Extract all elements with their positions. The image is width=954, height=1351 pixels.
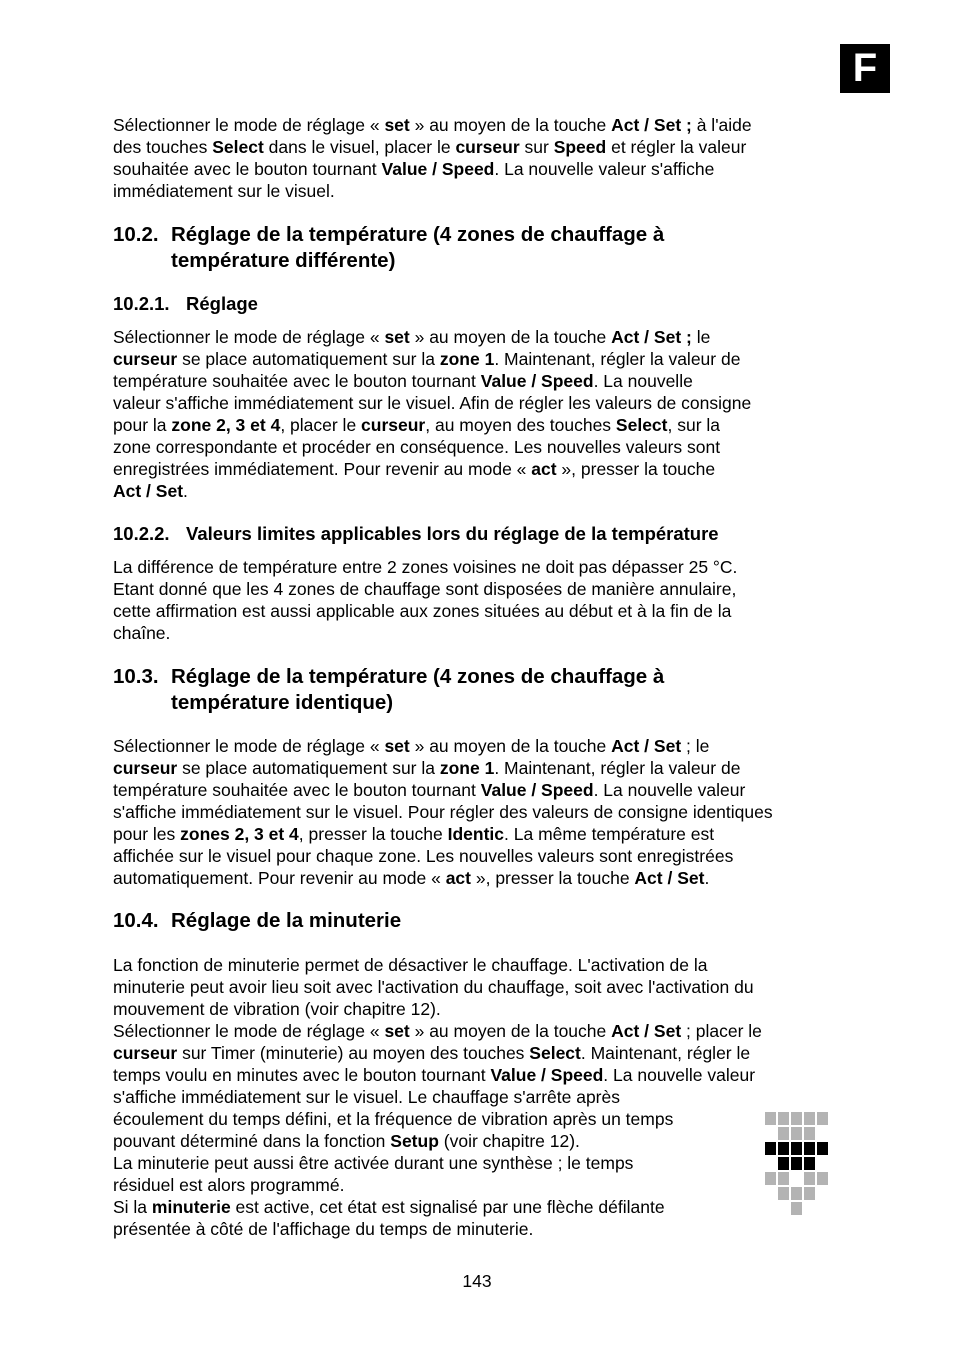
arrow-pixel xyxy=(791,1187,802,1200)
text-run: écoulement du temps défini, et la fréquence de vibration après un temps xyxy=(113,1109,674,1129)
text-run: température souhaitée avec le bouton tournant xyxy=(113,371,481,391)
text-run: pouvant déterminé dans la fonction xyxy=(113,1131,391,1151)
heading-number: 10.3. xyxy=(113,665,159,688)
text-line xyxy=(113,823,773,845)
bold-term: act xyxy=(445,868,471,888)
section-tab-f: F xyxy=(840,44,890,93)
heading-number: 10.2. xyxy=(113,223,159,246)
bold-term: zone 1 xyxy=(439,758,495,778)
heading-title: Valeurs limites applicables lors du réglage de la température xyxy=(186,523,719,544)
text-run: . Maintenant, régler la valeur de xyxy=(494,349,741,369)
text-run: Si la xyxy=(113,1197,152,1217)
text-run: se place automatiquement sur la xyxy=(177,349,440,369)
arrow-pixel xyxy=(778,1112,789,1125)
text-run: Sélectionner le mode de réglage « xyxy=(113,327,385,347)
text-run: . xyxy=(704,868,710,888)
text-line xyxy=(113,622,737,644)
text-run: ; le xyxy=(681,736,710,756)
text-line xyxy=(113,998,762,1020)
heading-10-2-2 xyxy=(113,522,719,546)
text-run: . Maintenant, régler la valeur de xyxy=(494,758,741,778)
bold-term: set xyxy=(384,115,410,135)
heading-10-2-1 xyxy=(113,292,258,316)
arrow-pixel xyxy=(765,1112,776,1125)
text-line xyxy=(113,735,773,757)
text-run: minuterie peut avoir lieu soit avec l'activation du chauffage, soit avec l'activation du xyxy=(113,977,754,997)
text-run: chaîne. xyxy=(113,623,171,643)
text-run: . xyxy=(183,481,188,501)
text-line xyxy=(113,1218,762,1240)
text-run: temps voulu en minutes avec le bouton tournant xyxy=(113,1065,491,1085)
text-run: , au moyen des touches xyxy=(425,415,616,435)
text-line xyxy=(113,414,751,436)
text-run: La minuterie peut aussi être activée durant une synthèse ; le temps xyxy=(113,1153,634,1173)
bold-term: act xyxy=(531,459,557,479)
text-run: . La nouvelle valeur xyxy=(593,780,746,800)
bold-term: zones 2, 3 et 4 xyxy=(180,824,299,844)
bold-term: Act / Set xyxy=(611,1021,682,1041)
arrow-pixel xyxy=(791,1127,802,1140)
text-run: s'affiche immédiatement sur le visuel. Pour régler des valeurs de consigne identiques xyxy=(113,802,773,822)
text-run: s'affiche immédiatement sur le visuel. Le chauffage s'arrête après xyxy=(113,1087,620,1107)
arrow-pixel xyxy=(778,1157,789,1170)
text-line xyxy=(113,578,737,600)
page-number: 143 xyxy=(462,1271,492,1291)
paragraph-timer xyxy=(113,954,762,1240)
bold-term: curseur xyxy=(455,137,520,157)
arrow-pixel xyxy=(817,1112,828,1125)
text-run: est active, cet état est signalisé par une flèche défilante xyxy=(230,1197,665,1217)
text-run: température souhaitée avec le bouton tournant xyxy=(113,780,481,800)
bold-term: Act / Set xyxy=(634,868,705,888)
bold-term: Value / Speed xyxy=(490,1065,604,1085)
text-line xyxy=(113,779,773,801)
text-run: présentée à côté de l'affichage du temps de minuterie. xyxy=(113,1219,534,1239)
text-line xyxy=(113,480,751,502)
text-run: . Maintenant, régler le xyxy=(580,1043,751,1063)
paragraph-identical-temperature xyxy=(113,735,773,889)
text-run: » au moyen de la touche xyxy=(409,736,612,756)
arrow-pixel xyxy=(791,1202,802,1215)
text-line xyxy=(113,136,752,158)
text-run: Etant donné que les 4 zones de chauffage sont disposées de manière annulaire, xyxy=(113,579,737,599)
text-line xyxy=(113,600,737,622)
text-run: » au moyen de la touche xyxy=(409,327,612,347)
arrow-pixel xyxy=(778,1142,789,1155)
text-line xyxy=(113,1020,762,1042)
text-line xyxy=(113,348,751,370)
bold-term: Select xyxy=(212,137,264,157)
text-run: le xyxy=(691,327,711,347)
text-run: », presser la touche xyxy=(471,868,635,888)
bold-term: zone 1 xyxy=(439,349,495,369)
paragraph-speed-setting xyxy=(113,114,752,202)
text-run: enregistrées immédiatement. Pour revenir au mode « xyxy=(113,459,532,479)
text-run: sur xyxy=(519,137,554,157)
bold-term: Setup xyxy=(390,1131,439,1151)
text-line xyxy=(113,1086,762,1108)
scrolling-arrow-icon xyxy=(765,1112,829,1218)
text-line xyxy=(113,1108,762,1130)
arrow-pixel xyxy=(791,1112,802,1125)
paragraph-temperature-setting xyxy=(113,326,751,502)
heading-10-4 xyxy=(113,908,401,934)
bold-term: set xyxy=(384,1021,410,1041)
text-line xyxy=(113,757,773,779)
heading-line-2: température identique) xyxy=(171,691,394,714)
text-run: affichée sur le visuel pour chaque zone. Les nouvelles valeurs sont enregistrées xyxy=(113,846,734,866)
heading-line-1: Réglage de la température (4 zones de chauffage à xyxy=(171,223,665,246)
text-line xyxy=(113,845,773,867)
text-line xyxy=(113,1064,762,1086)
bold-term: curseur xyxy=(113,1043,178,1063)
text-run: Sélectionner le mode de réglage « xyxy=(113,736,385,756)
text-run: » au moyen de la touche xyxy=(409,1021,612,1041)
arrow-pixel xyxy=(778,1127,789,1140)
text-run: ; placer le xyxy=(681,1021,762,1041)
text-line xyxy=(113,556,737,578)
text-run: (voir chapitre 12). xyxy=(438,1131,580,1151)
heading-10-2 xyxy=(113,222,664,274)
bold-term: zone 2, 3 et 4 xyxy=(171,415,281,435)
bold-term: set xyxy=(384,736,410,756)
text-line xyxy=(113,114,752,136)
text-run: et régler la valeur xyxy=(606,137,747,157)
arrow-pixel xyxy=(765,1142,776,1155)
text-line xyxy=(113,392,751,414)
text-run: , placer le xyxy=(280,415,362,435)
text-run: à l'aide xyxy=(691,115,752,135)
text-run: . La nouvelle valeur s'affiche xyxy=(494,159,715,179)
bold-term: curseur xyxy=(113,349,178,369)
arrow-pixel xyxy=(791,1142,802,1155)
arrow-pixel xyxy=(791,1157,802,1170)
bold-term: Value / Speed xyxy=(381,159,495,179)
text-run: pour la xyxy=(113,415,172,435)
text-line xyxy=(113,326,751,348)
text-run: Sélectionner le mode de réglage « xyxy=(113,115,385,135)
paragraph-limit-values xyxy=(113,556,737,644)
heading-number: 10.2.1. xyxy=(113,293,170,314)
text-run: se place automatiquement sur la xyxy=(177,758,440,778)
text-run: . La nouvelle valeur xyxy=(603,1065,756,1085)
arrow-pixel xyxy=(778,1172,789,1185)
text-line xyxy=(113,458,751,480)
text-line xyxy=(113,370,751,392)
text-run: automatiquement. Pour revenir au mode « xyxy=(113,868,446,888)
text-run: zone correspondante et procéder en conséquence. Les nouvelles valeurs sont xyxy=(113,437,721,457)
text-line xyxy=(113,1174,762,1196)
text-run: La différence de température entre 2 zones voisines ne doit pas dépasser 25 °C. xyxy=(113,557,738,577)
heading-10-3 xyxy=(113,664,664,716)
arrow-pixel xyxy=(804,1112,815,1125)
bold-term: set xyxy=(384,327,410,347)
text-line xyxy=(113,158,752,180)
text-run: mouvement de vibration (voir chapitre 12). xyxy=(113,999,441,1019)
bold-term: Act / Set xyxy=(113,481,184,501)
text-run: , presser la touche xyxy=(298,824,448,844)
text-run: résiduel est alors programmé. xyxy=(113,1175,345,1195)
heading-line-1: Réglage de la température (4 zones de chauffage à xyxy=(171,665,665,688)
bold-term: Act / Set xyxy=(611,736,682,756)
arrow-pixel xyxy=(765,1172,776,1185)
bold-term: Act / Set ; xyxy=(611,327,692,347)
arrow-pixel xyxy=(804,1187,815,1200)
bold-term: Select xyxy=(615,415,668,435)
arrow-pixel xyxy=(804,1142,815,1155)
arrow-pixel xyxy=(804,1157,815,1170)
text-line xyxy=(113,180,752,202)
text-line xyxy=(113,976,762,998)
text-run: Sélectionner le mode de réglage « xyxy=(113,1021,385,1041)
heading-line-1: Réglage de la minuterie xyxy=(171,909,402,932)
text-line xyxy=(113,867,773,889)
bold-term: Select xyxy=(529,1043,581,1063)
heading-number: 10.4. xyxy=(113,909,159,932)
text-run: La fonction de minuterie permet de désactiver le chauffage. L'activation de la xyxy=(113,955,708,975)
text-line xyxy=(113,801,773,823)
text-run: . La nouvelle xyxy=(593,371,693,391)
text-line xyxy=(113,436,751,458)
text-run: » au moyen de la touche xyxy=(409,115,612,135)
heading-line-2: température différente) xyxy=(171,249,396,272)
text-run: sur Timer (minuterie) au moyen des touches xyxy=(177,1043,530,1063)
text-run: . La même température est xyxy=(504,824,715,844)
bold-term: Identic xyxy=(447,824,505,844)
text-line xyxy=(113,1152,762,1174)
text-run: cette affirmation est aussi applicable aux zones situées au début et à la fin de la xyxy=(113,601,732,621)
bold-term: curseur xyxy=(361,415,426,435)
text-run: valeur s'affiche immédiatement sur le visuel. Afin de régler les valeurs de consigne xyxy=(113,393,752,413)
heading-title: Réglage xyxy=(186,293,258,314)
bold-term: Value / Speed xyxy=(480,780,594,800)
text-line xyxy=(113,1130,762,1152)
text-line xyxy=(113,1196,762,1218)
text-run: pour les xyxy=(113,824,181,844)
text-line xyxy=(113,1042,762,1064)
heading-number: 10.2.2. xyxy=(113,523,170,544)
bold-term: minuterie xyxy=(151,1197,231,1217)
arrow-pixel xyxy=(817,1142,828,1155)
text-run: souhaitée avec le bouton tournant xyxy=(113,159,382,179)
bold-term: Speed xyxy=(553,137,607,157)
text-run: , sur la xyxy=(667,415,721,435)
bold-term: Value / Speed xyxy=(480,371,594,391)
arrow-pixel xyxy=(804,1127,815,1140)
arrow-pixel xyxy=(778,1187,789,1200)
text-run: dans le visuel, placer le xyxy=(263,137,456,157)
arrow-pixel xyxy=(804,1172,815,1185)
bold-term: Act / Set ; xyxy=(611,115,692,135)
text-run: immédiatement sur le visuel. xyxy=(113,181,335,201)
text-line xyxy=(113,954,762,976)
arrow-pixel xyxy=(817,1172,828,1185)
text-run: », presser la touche xyxy=(556,459,716,479)
text-run: des touches xyxy=(113,137,213,157)
bold-term: curseur xyxy=(113,758,178,778)
